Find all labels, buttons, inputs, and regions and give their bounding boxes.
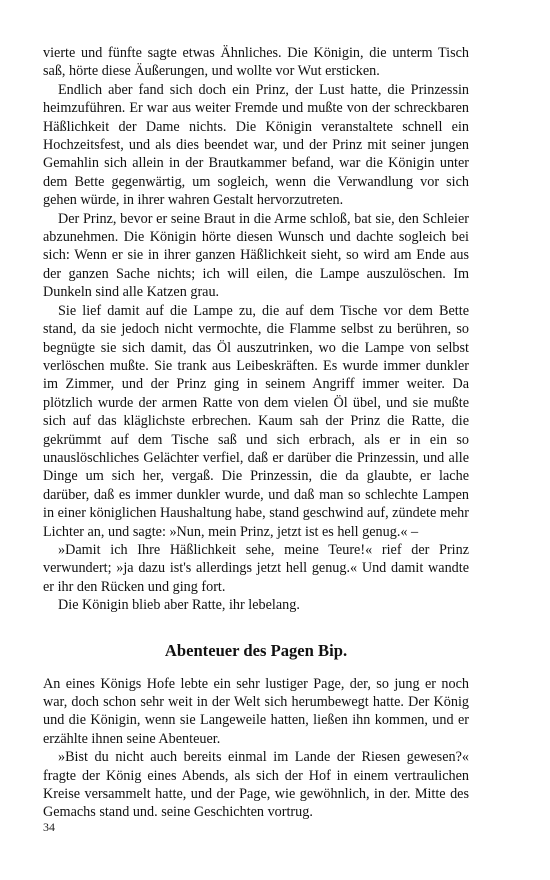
paragraph: Der Prinz, bevor er seine Braut in die Arme schloß, bat sie, den Schleier abzunehmen. Die Königin hörte diesen Wunsch und dachte sogleich bei sich: Wenn er sie in ihrer ganzen Häßlichkeit sieht, so wird am Ende aus der ganzen Sache nichts; ich will eilen, die Lampe auszulöschen. Im Dunkeln sind alle Katzen grau.	[43, 210, 469, 301]
paragraph: »Bist du nicht auch bereits einmal im Lande der Riesen gewesen?« fragte der König eines Abends, als sich der Hof in einem vertraulichen Kreise versammelt hatte, und der Page, wie gewöhnlich, in der. Mitte des Gemachs stand und. seine Geschichten vortrug.	[43, 749, 469, 821]
paragraph: Endlich aber fand sich doch ein Prinz, der Lust hatte, die Prinzessin heimzuführen. Er war aus weiter Fremde und mußte von der schreckbaren Häßlichkeit der Dame nichts. Die Königin veranstaltete schnell ein Hochzeitsfest, und als dies beendet war, und der Prinz mit seiner jungen Gemahlin sich allein in der Brautkammer befand, war die Königin unter dem Bette gegenwärtig, um sogleich, wenn die Verwandlung vor sich gehen würde, in ihrer wahren Gestalt hervorzutreten.	[43, 81, 469, 209]
paragraph: Die Königin blieb aber Ratte, ihr lebelang.	[58, 597, 300, 614]
text-block-before	[43, 44, 469, 615]
paragraph: »Damit ich Ihre Häßlichkeit sehe, meine Teure!« rief der Prinz verwundert; »ja dazu ist's allerdings jetzt hell genug.« Und damit wandte er ihr den Rücken und ging fort.	[43, 541, 469, 595]
page-number: 34	[43, 820, 55, 834]
page-body	[43, 44, 469, 822]
chapter-heading: Abenteuer des Pagen Bip.	[164, 640, 348, 660]
paragraph: An eines Königs Hofe lebte ein sehr lustiger Page, der, so jung er noch war, doch schon sehr weit in der Welt sich herumbewegt hatte. Der König und die Königin, wenn sie Langeweile hatten, ließen ihn kommen, und er erzählte ihnen seine Abenteuer.	[43, 675, 469, 747]
paragraph: Sie lief damit auf die Lampe zu, die auf dem Tische vor dem Bette stand, da sie jedoch nicht vermochte, die Flamme selbst zu berühren, so begnügte sie sich damit, das Öl auszutrinken, wo die Lampe von selbst verlöschen mußte. Sie trank aus Leibeskräften. Es wurde immer dunkler im Zimmer, und der Prinz ging in seinem Angriff immer weiter. Da plötzlich wurde der armen Ratte von dem vielen Öl übel, und sie mußte sich auf das kläglichste erbrechen. Kaum sah der Prinz die Ratte, die gekrümmt auf dem Tische saß und sich erbrach, als er in ein so unauslöschliches Gelächter verfiel, daß er darüber die Prinzessin, und alle Dinge um sich her, vergaß. Die Prinzessin, die da glaubte, er lache darüber, daß es immer dunkler wurde, und daß man so schlechte Lampen in einer königlichen Haushaltung habe, stand geschwind auf, zündete mehr Lichter an, und sagte: »Nun, mein Prinz, jetzt ist es hell genug.« –	[43, 302, 469, 540]
text-block-after	[43, 675, 469, 822]
paragraph: vierte und fünfte sagte etwas Ähnliches. Die Königin, die unterm Tisch saß, hörte diese Äußerungen, und wollte vor Wut ersticken.	[43, 45, 469, 80]
